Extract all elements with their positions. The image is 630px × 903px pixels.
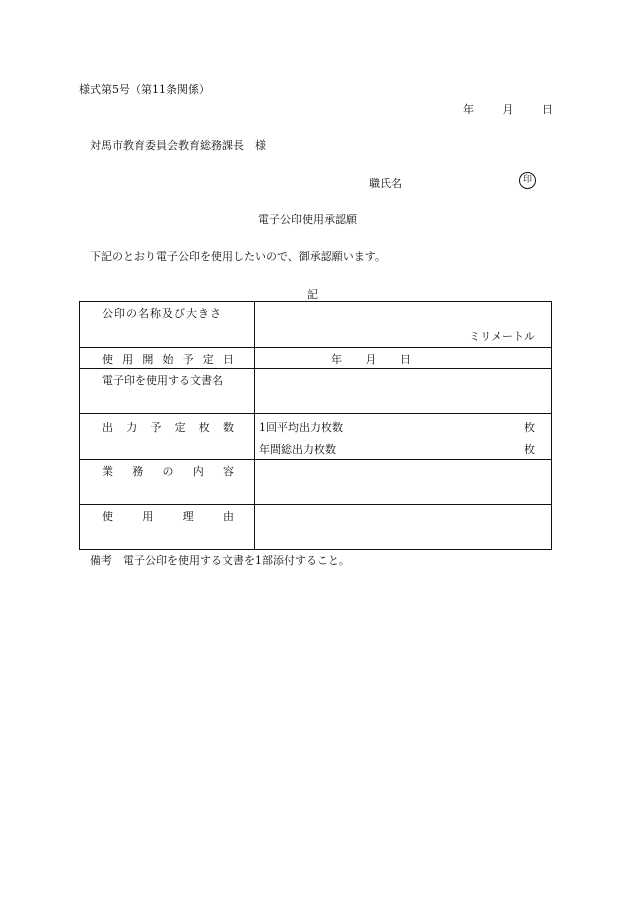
sheet-unit: 枚	[524, 443, 535, 456]
seal-mark: 印	[519, 172, 536, 189]
label-char: の	[162, 465, 174, 478]
reason-label-cell	[80, 505, 255, 550]
output-count-label	[102, 419, 234, 435]
document-label-cell	[80, 369, 255, 414]
table-row	[80, 302, 552, 348]
sheet-unit: 枚	[524, 421, 535, 434]
output-count-label-cell	[80, 414, 255, 460]
label-char: 使	[102, 353, 113, 366]
application-table	[79, 301, 552, 550]
label-char: 力	[126, 421, 138, 434]
start-date-label-cell	[80, 348, 255, 369]
start-month: 月	[365, 353, 377, 366]
label-char: 日	[222, 353, 234, 366]
reason-label	[102, 508, 234, 524]
document-value[interactable]	[255, 369, 552, 414]
applicant-name-label: 職氏名	[369, 177, 402, 190]
millimeter-unit: ミリメートル	[469, 330, 535, 343]
label-char: 始	[162, 353, 174, 366]
label-char: 枚	[198, 421, 210, 434]
submission-date	[463, 101, 553, 117]
intro-text: 下記のとおり電子公印を使用したいので、御承認願います。	[90, 250, 386, 263]
table-row	[80, 414, 552, 460]
per-once-count-line	[255, 419, 551, 435]
seal-name-size-value[interactable]	[255, 302, 552, 348]
label-char: 用	[122, 353, 134, 366]
business-value[interactable]	[255, 460, 552, 505]
label-char: 予	[150, 421, 162, 434]
label-char: 容	[223, 465, 234, 478]
label-char: 理	[182, 510, 194, 523]
label-char: 開	[142, 353, 154, 366]
remarks: 備考 電子公印を使用する文書を1部添付すること。	[90, 554, 350, 567]
label-char: 内	[192, 465, 204, 478]
table-row	[80, 505, 552, 550]
table-row	[80, 460, 552, 505]
ki-label: 記	[307, 288, 318, 301]
label-char: 使	[102, 510, 113, 523]
addressee: 対馬市教育委員会教育総務課長 様	[90, 139, 266, 152]
label-char: 予	[182, 353, 194, 366]
start-year: 年	[331, 353, 342, 366]
date-year: 年	[463, 103, 474, 116]
document-title: 電子公印使用承認願	[258, 213, 357, 226]
output-count-value[interactable]	[255, 414, 552, 460]
per-year-label: 年間総出力枚数	[259, 443, 336, 456]
label-char: 業	[102, 465, 113, 478]
per-once-label: 1回平均出力枚数	[259, 421, 343, 434]
reason-value[interactable]	[255, 505, 552, 550]
label-char: 由	[222, 510, 234, 523]
date-month: 月	[502, 103, 514, 116]
start-day: 日	[400, 353, 411, 366]
start-date-label	[102, 351, 234, 367]
business-label	[102, 463, 234, 479]
label-char: 用	[142, 510, 154, 523]
table-row	[80, 348, 552, 369]
label-char: 出	[102, 421, 113, 434]
label-char: 定	[202, 353, 214, 366]
label-char: 定	[174, 421, 186, 434]
business-label-cell	[80, 460, 255, 505]
document-label: 電子印を使用する文書名	[102, 374, 223, 387]
per-year-count-line	[255, 441, 551, 457]
table-row	[80, 369, 552, 414]
label-char: 務	[132, 465, 144, 478]
date-day: 日	[542, 103, 553, 116]
start-date-fields	[331, 351, 411, 367]
form-number: 様式第5号（第11条関係）	[79, 83, 210, 96]
seal-name-size-label: 公印の名称及び大きさ	[102, 307, 222, 320]
seal-name-size-label-cell	[80, 302, 255, 348]
start-date-value[interactable]	[255, 348, 552, 369]
label-char: 数	[222, 421, 234, 434]
